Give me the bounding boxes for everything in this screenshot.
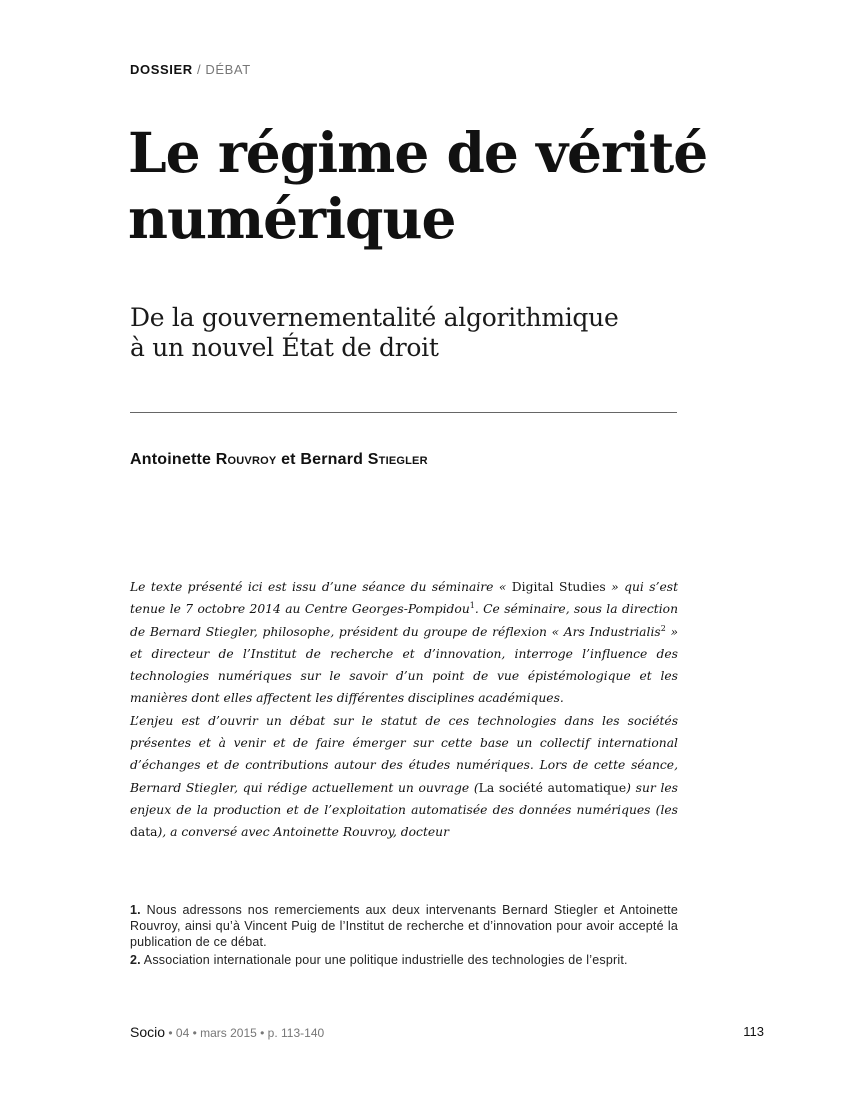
page-footer bbox=[130, 1024, 764, 1040]
article-authors bbox=[130, 451, 428, 469]
subtitle-line-2: à un nouvel État de droit bbox=[130, 333, 439, 362]
abstract-text: Le texte présenté ici est issu d’une séance du séminaire « bbox=[130, 580, 512, 594]
footnote-text: Nous adressons nos remerciements aux deux intervenants Bernard Stiegler et Antoinette Rouvroy, ainsi qu’à Vincent Puig de l’Institut de recherche et d’innovation pour avoir accepté la publication de ce débat. bbox=[130, 903, 678, 949]
kicker-separator: / bbox=[196, 62, 202, 77]
subsection-label: DÉBAT bbox=[205, 62, 251, 77]
article-subtitle bbox=[130, 303, 730, 363]
abstract-text: » qui s’est tenue le 7 octobre 2014 au Centre Georges-Pompidou bbox=[130, 580, 679, 617]
footnote-number: 1. bbox=[130, 903, 141, 917]
abstract-text: L’enjeu est d’ouvrir un débat sur le statut de ces technologies dans les sociétés présentes et à venir et de faire émerger sur cette base un collectif international d’échanges et de contributions autour des études numériques. Lors de cette séance, Bernard Stiegler, qui rédige actuellement un ouvrage ( bbox=[130, 713, 678, 795]
seminar-name: Digital Studies bbox=[511, 580, 606, 594]
abstract-text: ), a conversé avec Antoinette Rouvroy, docteur bbox=[157, 825, 449, 840]
abstract-text: » et directeur de l’Institut de recherche et d’innovation, interroge l’influence des technologies numériques sur le savoir d’un point de vue épistémologique et les manières dont elles affectent les différentes disciplines académiques. bbox=[130, 624, 679, 706]
author2-first-name: Bernard bbox=[300, 451, 364, 468]
journal-name: Socio bbox=[130, 1024, 166, 1040]
author2-last-name: Stiegler bbox=[367, 451, 428, 468]
issue-meta: • 04 • mars 2015 • p. 113-140 bbox=[165, 1026, 325, 1040]
author1-first-name: Antoinette bbox=[130, 451, 212, 468]
title-line-1: Le régime de vérité bbox=[128, 120, 708, 185]
subtitle-line-1: De la gouvernementalité algorithmique bbox=[130, 303, 619, 332]
article-title bbox=[128, 120, 748, 252]
data-term: data bbox=[130, 825, 158, 840]
authors-conjunction: et bbox=[281, 451, 296, 468]
footnote-ref-1[interactable]: 1 bbox=[469, 601, 475, 611]
journal-citation bbox=[130, 1024, 324, 1040]
abstract bbox=[130, 576, 678, 844]
page-number: 113 bbox=[743, 1024, 764, 1039]
author1-last-name: Rouvroy bbox=[215, 451, 277, 468]
section-label: DOSSIER bbox=[130, 62, 193, 77]
footnote-text: Association internationale pour une politique industrielle des technologies de l’esprit. bbox=[140, 953, 628, 967]
abstract-text: . Ce séminaire, sous la direction de Bernard Stiegler, philosophe, président du groupe de réflexion « Ars Industrialis bbox=[130, 602, 678, 639]
footnote-number: 2. bbox=[130, 953, 141, 967]
footnotes bbox=[130, 902, 678, 970]
footnote-2 bbox=[130, 952, 678, 968]
footnote-ref-2[interactable]: 2 bbox=[660, 623, 666, 633]
book-title: La société automatique bbox=[478, 780, 627, 795]
abstract-paragraph-1 bbox=[130, 576, 678, 710]
abstract-text: ) sur les enjeux de la production et de l’exploitation automatisée des données numériques (les bbox=[130, 780, 678, 817]
abstract-paragraph-2 bbox=[130, 710, 678, 844]
section-kicker bbox=[130, 62, 251, 77]
title-divider bbox=[130, 412, 677, 413]
footnote-1 bbox=[130, 902, 678, 950]
title-line-2: numérique bbox=[128, 186, 456, 251]
